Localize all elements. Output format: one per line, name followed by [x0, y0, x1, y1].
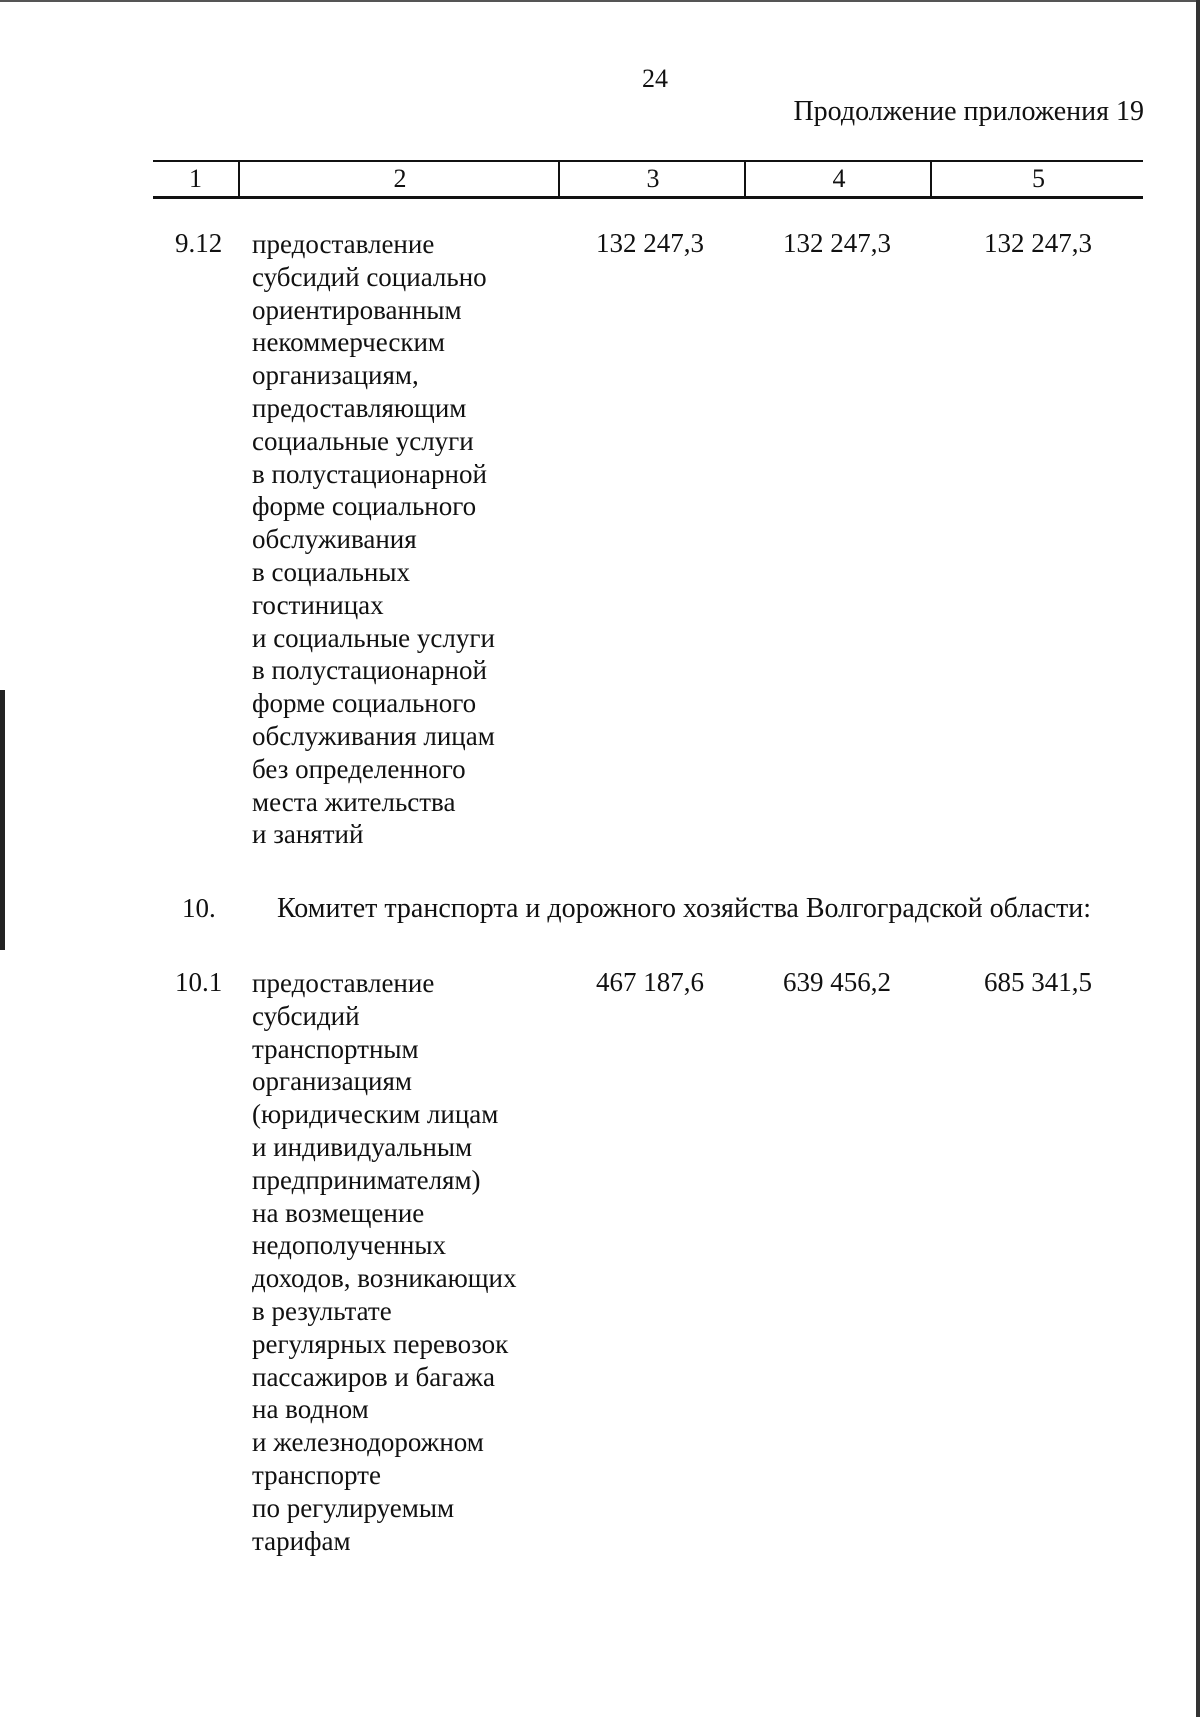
- value-column-5: 685 341,5: [984, 967, 1092, 997]
- section-number: 10.: [182, 893, 216, 923]
- column-header-3: 3: [558, 162, 746, 196]
- column-header-5: 5: [930, 162, 1145, 196]
- scan-edge-left: [0, 690, 5, 950]
- value-column-4: 132 247,3: [783, 228, 891, 258]
- value-column-5: 132 247,3: [984, 228, 1092, 258]
- value-column-3: 132 247,3: [596, 228, 704, 258]
- appendix-continuation-note: Продолжение приложения 19: [793, 96, 1144, 127]
- value-column-4: 639 456,2: [783, 967, 891, 997]
- value-column-3: 467 187,6: [596, 967, 704, 997]
- column-header-2: 2: [238, 162, 560, 196]
- column-header-4: 4: [744, 162, 932, 196]
- row-number: 10.1: [175, 967, 223, 997]
- scan-edge-top: [0, 0, 1200, 2]
- row-number: 9.12: [175, 228, 223, 258]
- scan-edge-right: [1196, 0, 1200, 1717]
- column-header-row: [153, 160, 1143, 199]
- column-header-1: 1: [189, 164, 202, 193]
- section-title: Комитет транспорта и дорожного хозяйства Волгоградской области:: [277, 893, 1092, 924]
- row-description: предоставление субсидий социально ориентированным некоммерческим организациям, предоставляющим социальные услуги в полустационарной форме социального обслуживания в социальных гостиницах и социальные услуги в полустационарной форме социального обслуживания лицам без определенного места жительства и занятий: [252, 229, 495, 850]
- page-number: 24: [642, 64, 668, 93]
- row-description: предоставление субсидий транспортным организациям (юридическим лицам и индивидуальным предпринимателям) на возмещение недополученных доходов, возникающих в результате регулярных перевозок пассажиров и багажа на водном и железнодорожном транспорте по регулируемым тарифам: [252, 968, 517, 1556]
